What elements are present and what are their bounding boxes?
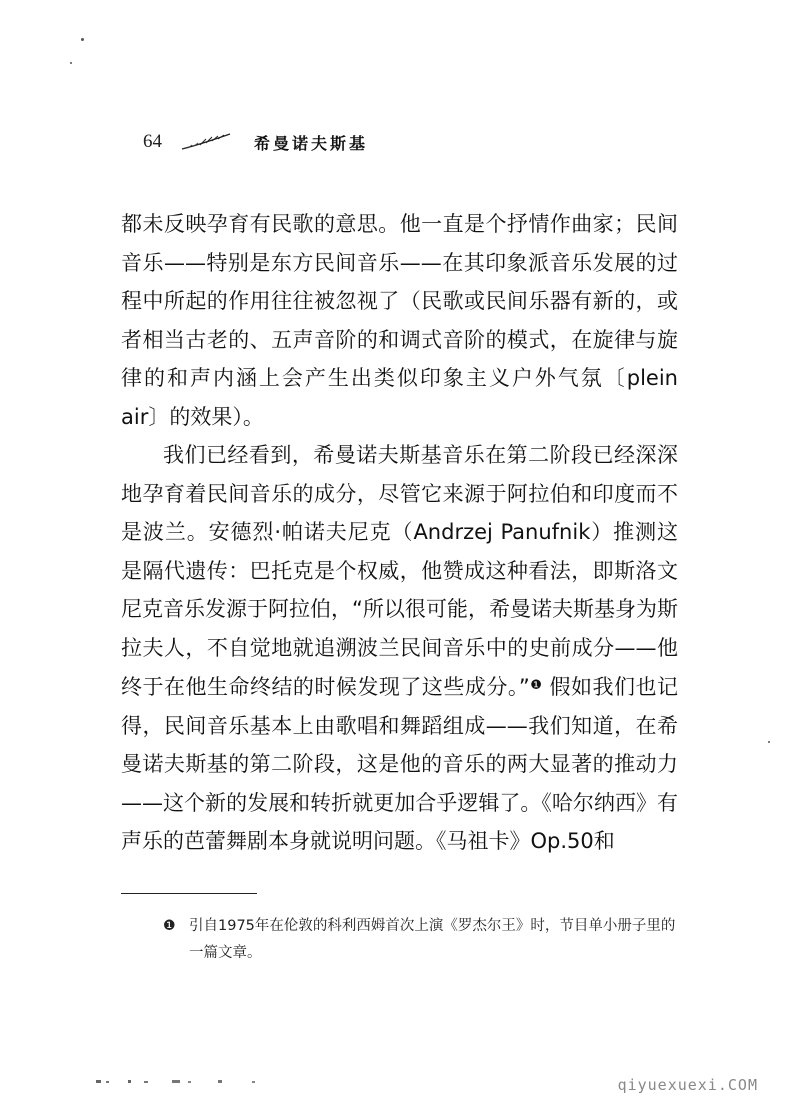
- paragraph-text: 假如我们也记得，民间音乐基本上由歌唱和舞蹈组成——我们知道，在希曼诺夫斯基的第二阶段，这是他的音乐的两大显著的推动力——这个新的发展和转折就更加合乎逻辑了。《哈尔纳西》有声乐的芭蕾舞剧本身就说明问题。《马祖卡》Op.50和: [121, 675, 678, 853]
- paragraph: 都未反映孕育有民歌的意思。他一直是个抒情作曲家；民间音乐——特别是东方民间音乐——在其印象派音乐发展的过程中所起的作用往往被忽视了（民歌或民间乐器有新的，或者相当古老的、五声音阶的和调式音阶的模式，在旋律与旋律的和声内涵上会产生出类似印象主义户外气氛〔plein air〕的效果）。: [121, 212, 678, 429]
- scan-speck: [70, 62, 72, 64]
- body-text: [121, 205, 678, 861]
- footnote: [163, 913, 678, 967]
- footnote-divider: [121, 893, 257, 894]
- footnote-text: 引自1975年在伦敦的科利西姆首次上演《罗杰尔王》时，节目单小册子里的一篇文章。: [189, 918, 676, 961]
- scan-speck: [768, 741, 770, 743]
- scan-noise: [92, 1078, 272, 1086]
- quill-pen-icon: [180, 132, 232, 152]
- paragraph: [121, 436, 678, 861]
- scan-speck: [81, 38, 84, 41]
- running-title: 希曼诺夫斯基: [254, 133, 369, 153]
- page-number: 64: [143, 131, 162, 152]
- paragraph-text: 我们已经看到，希曼诺夫斯基音乐在第二阶段已经深深地孕育着民间音乐的成分，尽管它来源于阿拉伯和印度而不是波兰。安德烈·帕诺夫尼克（Andrzej Panufnik）推测这是隔代遗传：巴托克是个权威，他赞成这种看法，即斯洛文尼克音乐发源于阿拉伯，“所以很可能，希曼诺夫斯基身为斯拉夫人，不自觉地就追溯波兰民间音乐中的史前成分——他终于在他生命终结的时候发现了这些成分。”: [121, 443, 678, 699]
- footnote-marker: ❶: [163, 918, 176, 934]
- footnote-reference[interactable]: ❶: [529, 678, 543, 693]
- watermark: qiyuexuexi.COM: [617, 1076, 758, 1094]
- page-header: [143, 127, 368, 157]
